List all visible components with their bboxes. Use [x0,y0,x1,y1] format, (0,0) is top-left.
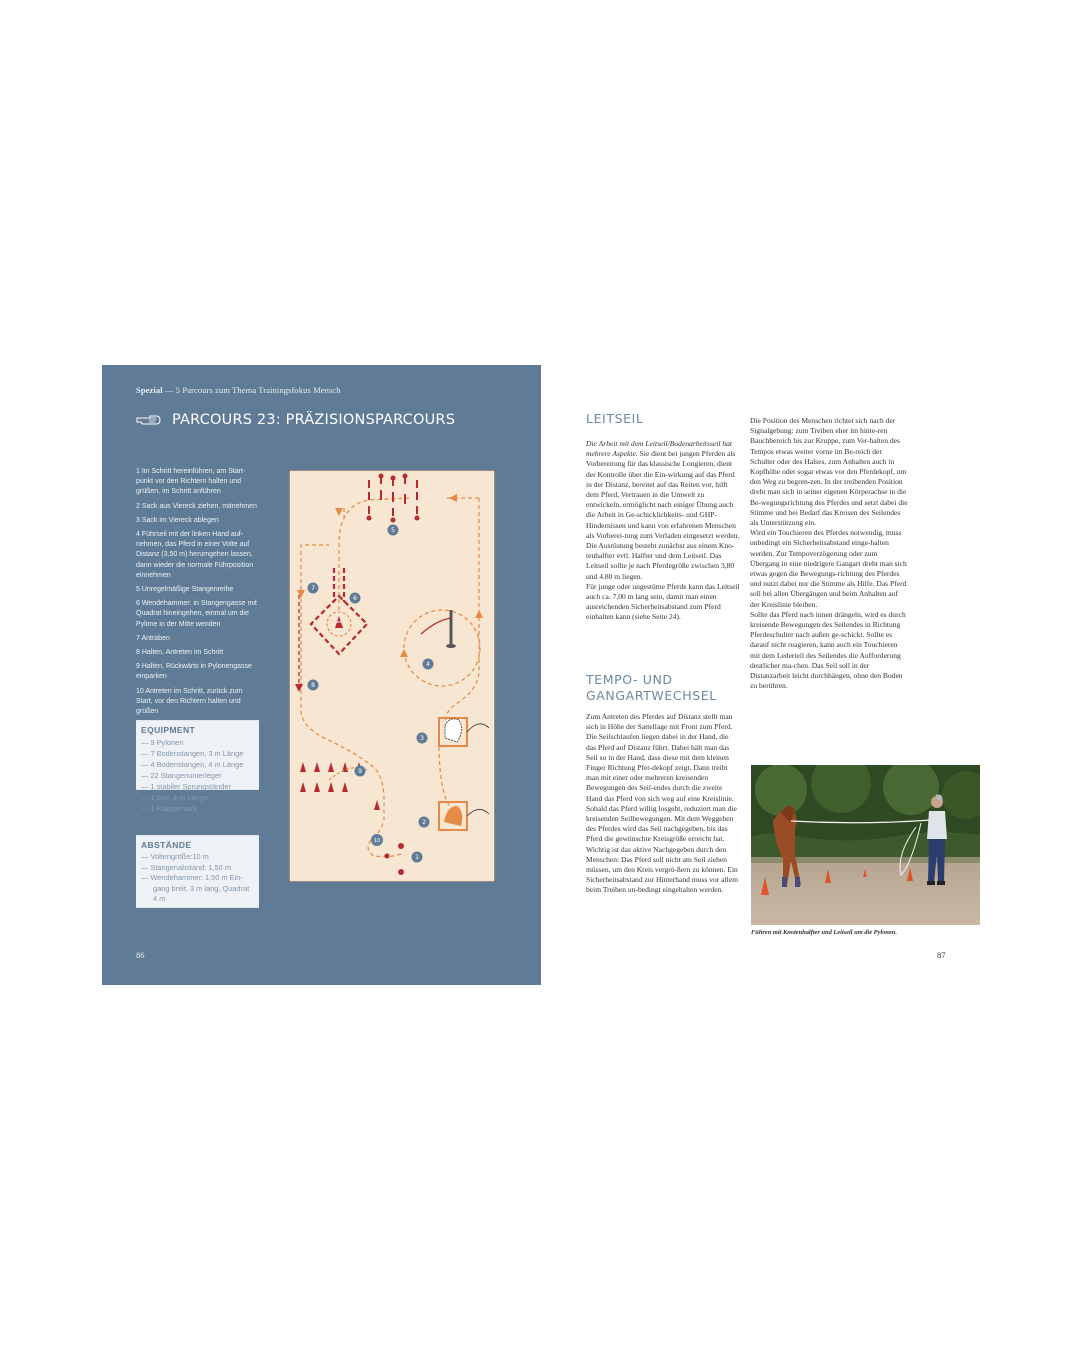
leitseil-heading: LEITSEIL [586,411,644,426]
header-separator: — [164,385,174,395]
right-column-text [750,416,908,691]
svg-text:10: 10 [373,838,381,844]
step-list [136,467,260,721]
step-10: 10 Antreten im Schritt, zurück zum Start, vor den Richtern halten und grüßen [136,687,243,716]
step-2: 2 Sack aus Viereck ziehen, mitnehmen [136,502,257,510]
equipment-item: — 1 Klappersack [141,804,198,813]
tempo-heading-line1: TEMPO- UND [586,672,673,687]
svg-text:6: 6 [353,595,357,602]
svg-text:9: 9 [358,768,362,775]
page-number-right: 87 [937,950,946,960]
badge-9 [355,766,366,777]
svg-text:3: 3 [420,735,424,742]
header-section: Spezial [136,385,163,395]
tempo-heading [586,672,717,704]
equipment-title: EQUIPMENT [141,725,196,735]
equipment-item: — 1 Seil, 4 m Länge [141,793,208,802]
page-title: PARCOURS 23: PRÄZISIONSPARCOURS [172,412,456,428]
badge-3 [417,733,428,744]
leitseil-text [586,439,740,623]
left-page [102,365,541,985]
column2-body-1: Die Position des Menschen richtet sich nach der Signalgebung: zum Treiben eher im hinte-ren Bauchbereich bis zur Kruppe, zum Ver-halten des Tempos etwas weiter vorne im Be-reich der Schulter oder des Halses, zum Anhalten auch in Kopfhöhe oder sogar etwas vor den Pferdekopf, um den Weg zu begren-zen. In der treibenden Position dreht man sich in seiner eigenen Körperachse in die Be-wegungsrichtung des Pferdes und setzt dabei die Stimme und bei Bedarf das Kreisen des Seilendes als Unterstützung ein. [750,416,908,528]
badge-1 [412,852,423,863]
header-subtitle: 5 Parcours zum Thema Trainingsfokus Mensch [175,385,341,395]
title-row [136,412,455,428]
tempo-text [586,712,740,896]
parcours-diagram [289,470,495,882]
svg-text:5: 5 [391,527,395,534]
equipment-item: — 22 Stangenunterleger [141,771,222,780]
column2-body-3: Sollte das Pferd nach innen drängeln, wird es durch kreisende Bewegungen des Seilendes in Richtung Pferdeschulter nach außen ge-schickt. Sollte es darauf nicht reagieren, kann auch ein Touchieren mit dem Lederteil des Seilendes die Aufforderung deutlicher ma-chen. Das Seil soll in der Distanzarbeit leicht durchhängen, ohne den Boden zu berühren. [750,609,906,691]
horse-leading-photo [751,765,980,925]
svg-text:8: 8 [311,682,315,689]
equipment-box [136,720,259,813]
step-9: 9 Halten, Rückwärts in Pylonengasse einparken [136,663,252,681]
tempo-heading-line2: GANGARTWECHSEL [586,688,717,703]
column2-body-2: Wird ein Touchieren des Pferdes notwendig, muss unbedingt ein Sicherheitsabstand einge-halten werden. Zur Tempoverzögerung oder zum Übergang in eine niedrigere Gangart dreht man sich etwas gegen die Bewegungs-richtung des Pferdes und nutzt dabei nur die Stimme als Hilfe. Das Pferd soll bei allen Übergängen und beim Anhalten auf der Kreislinie bleiben. [750,528,907,609]
photo-caption: Führen mit Knotenhalfter und Leitseil um die Pylonen. [751,929,897,936]
abstaende-item: — Voltengröße:10 m [141,852,209,861]
page-number-left: 86 [136,950,145,960]
svg-text:4: 4 [426,661,430,668]
step-5: 5 Unregelmäßige Stangenreihe [136,586,234,594]
svg-text:2: 2 [422,819,426,826]
abstaende-title: ABSTÄNDE [141,840,192,850]
step-6: 6 Wendehammer: in Stangengasse mit Quadrat hineingehen, einmal um die Pylone in der Mitte wenden [136,600,257,628]
svg-text:7: 7 [311,585,315,592]
badge-7 [308,583,319,594]
pointing-hand-icon [136,414,162,426]
step-1: 1 Im Schritt hereinführen, am Start-punkt vor den Richtern halten und grüßen, im Schritt anführen [136,468,246,496]
step-3: 3 Sack im Viereck ablegen [136,516,219,524]
equipment-item: — 7 Bodenstangen, 3 m Länge [141,749,244,758]
badge-8 [308,680,319,691]
abstaende-box [136,835,259,908]
equipment-item: — 9 Pylonen [141,738,184,747]
step-8: 8 Halten, Antreten im Schritt [136,649,224,657]
badge-4 [423,659,434,670]
running-header [136,385,341,395]
step-4: 4 Führseil mit der linken Hand auf-nehmen, das Pferd in einer Volte auf Distanz (3,50 m) herumgehen lassen, dann wieder die normale Führposition einnehmen [136,531,254,579]
leitseil-lead: Die Arbeit mit dem Leitseil/Bodenarbeitsseil hat mehrere Aspekte. [586,439,732,459]
svg-text:1: 1 [415,854,419,861]
badge-2 [419,817,430,828]
badge-10 [371,834,383,846]
abstaende-item: — Stangenabstand: 1,50 m [141,862,231,872]
badge-5 [388,525,399,536]
equipment-item: — 1 stabiler Sprungständer [141,782,231,791]
abstaende-item: — Wendehammer: 1,50 m Ein-gang breit, 3 m lang, Quadrat 4 m [141,873,250,904]
equipment-item: — 4 Bodenstangen, 4 m Länge [141,760,244,769]
tempo-body: Zum Antreten des Pferdes auf Distanz stellt man sich in Höhe der Sattellage mit Front zum Pferd. Die Seilschlaufen liegen dabei in der Hand, die das Pferd auf Distanz führt. Dabei hält man das Seil so in der Hand, dass diese mit dem kleinen Finger Richtung Pfer-dekopf zeigt. Dann treibt man mit einer oder mehreren kreisenden Bewegungen des Seil-endes durch die zweite Hand das Pferd von sich weg auf eine Kreislinie. Sobald das Pferd willig losgeht, reduziert man die kreisenden Seilbewegungen. Mit dem Weggehen des Pferdes wird das Seil nachgegeben, bis das Pferd die gewünschte Kreisgröße erreicht hat. Wichtig ist das aktive Nachgegeben durch den Menschen: Das Pferd soll nicht am Seil ziehen müssen, um den Kreis vergrö-ßern zu können. Ein Sicherheitsabstand zur Hinterhand muss vor allem beim Treiben un-bedingt eingehalten werden. [586,712,738,895]
step-7: 7 Antraben [136,634,170,642]
badge-6 [350,593,361,604]
leitseil-body-2: Für junge oder ungestüme Pferde kann das Leitseil auch ca. 7,00 m lang sein, damit man einen ausreichenden Sicherheitsabstand zum Pferd einhalten kann (siehe Seite 24). [586,581,740,622]
leitseil-body: Sie dient bei jungen Pferden als Vorbereitung für das klassische Longieren, dient der Kontrolle über die Ein-wirkung auf das Pferd in der Distanz, bereitet auf das Reiten vor, hilft dem Pferd, Vertrauen in die Umwelt zu entwickeln, ermöglicht nach einiger Übung auch die Arbeit in Ge-schicklichkeits- und GHP-Hindernissen und kann von erfahrenen Menschen als Vorberei-tung zum Verladen eingesetzt werden. Die Ausrüstung besteht zunächst aus einem Kno-tenhalfter evtl. Halfter und dem Leitseil. Das Leitseil sollte je nach Pferdegröße zwischen 3,80 und 4.80 m liegen. [586,449,740,581]
